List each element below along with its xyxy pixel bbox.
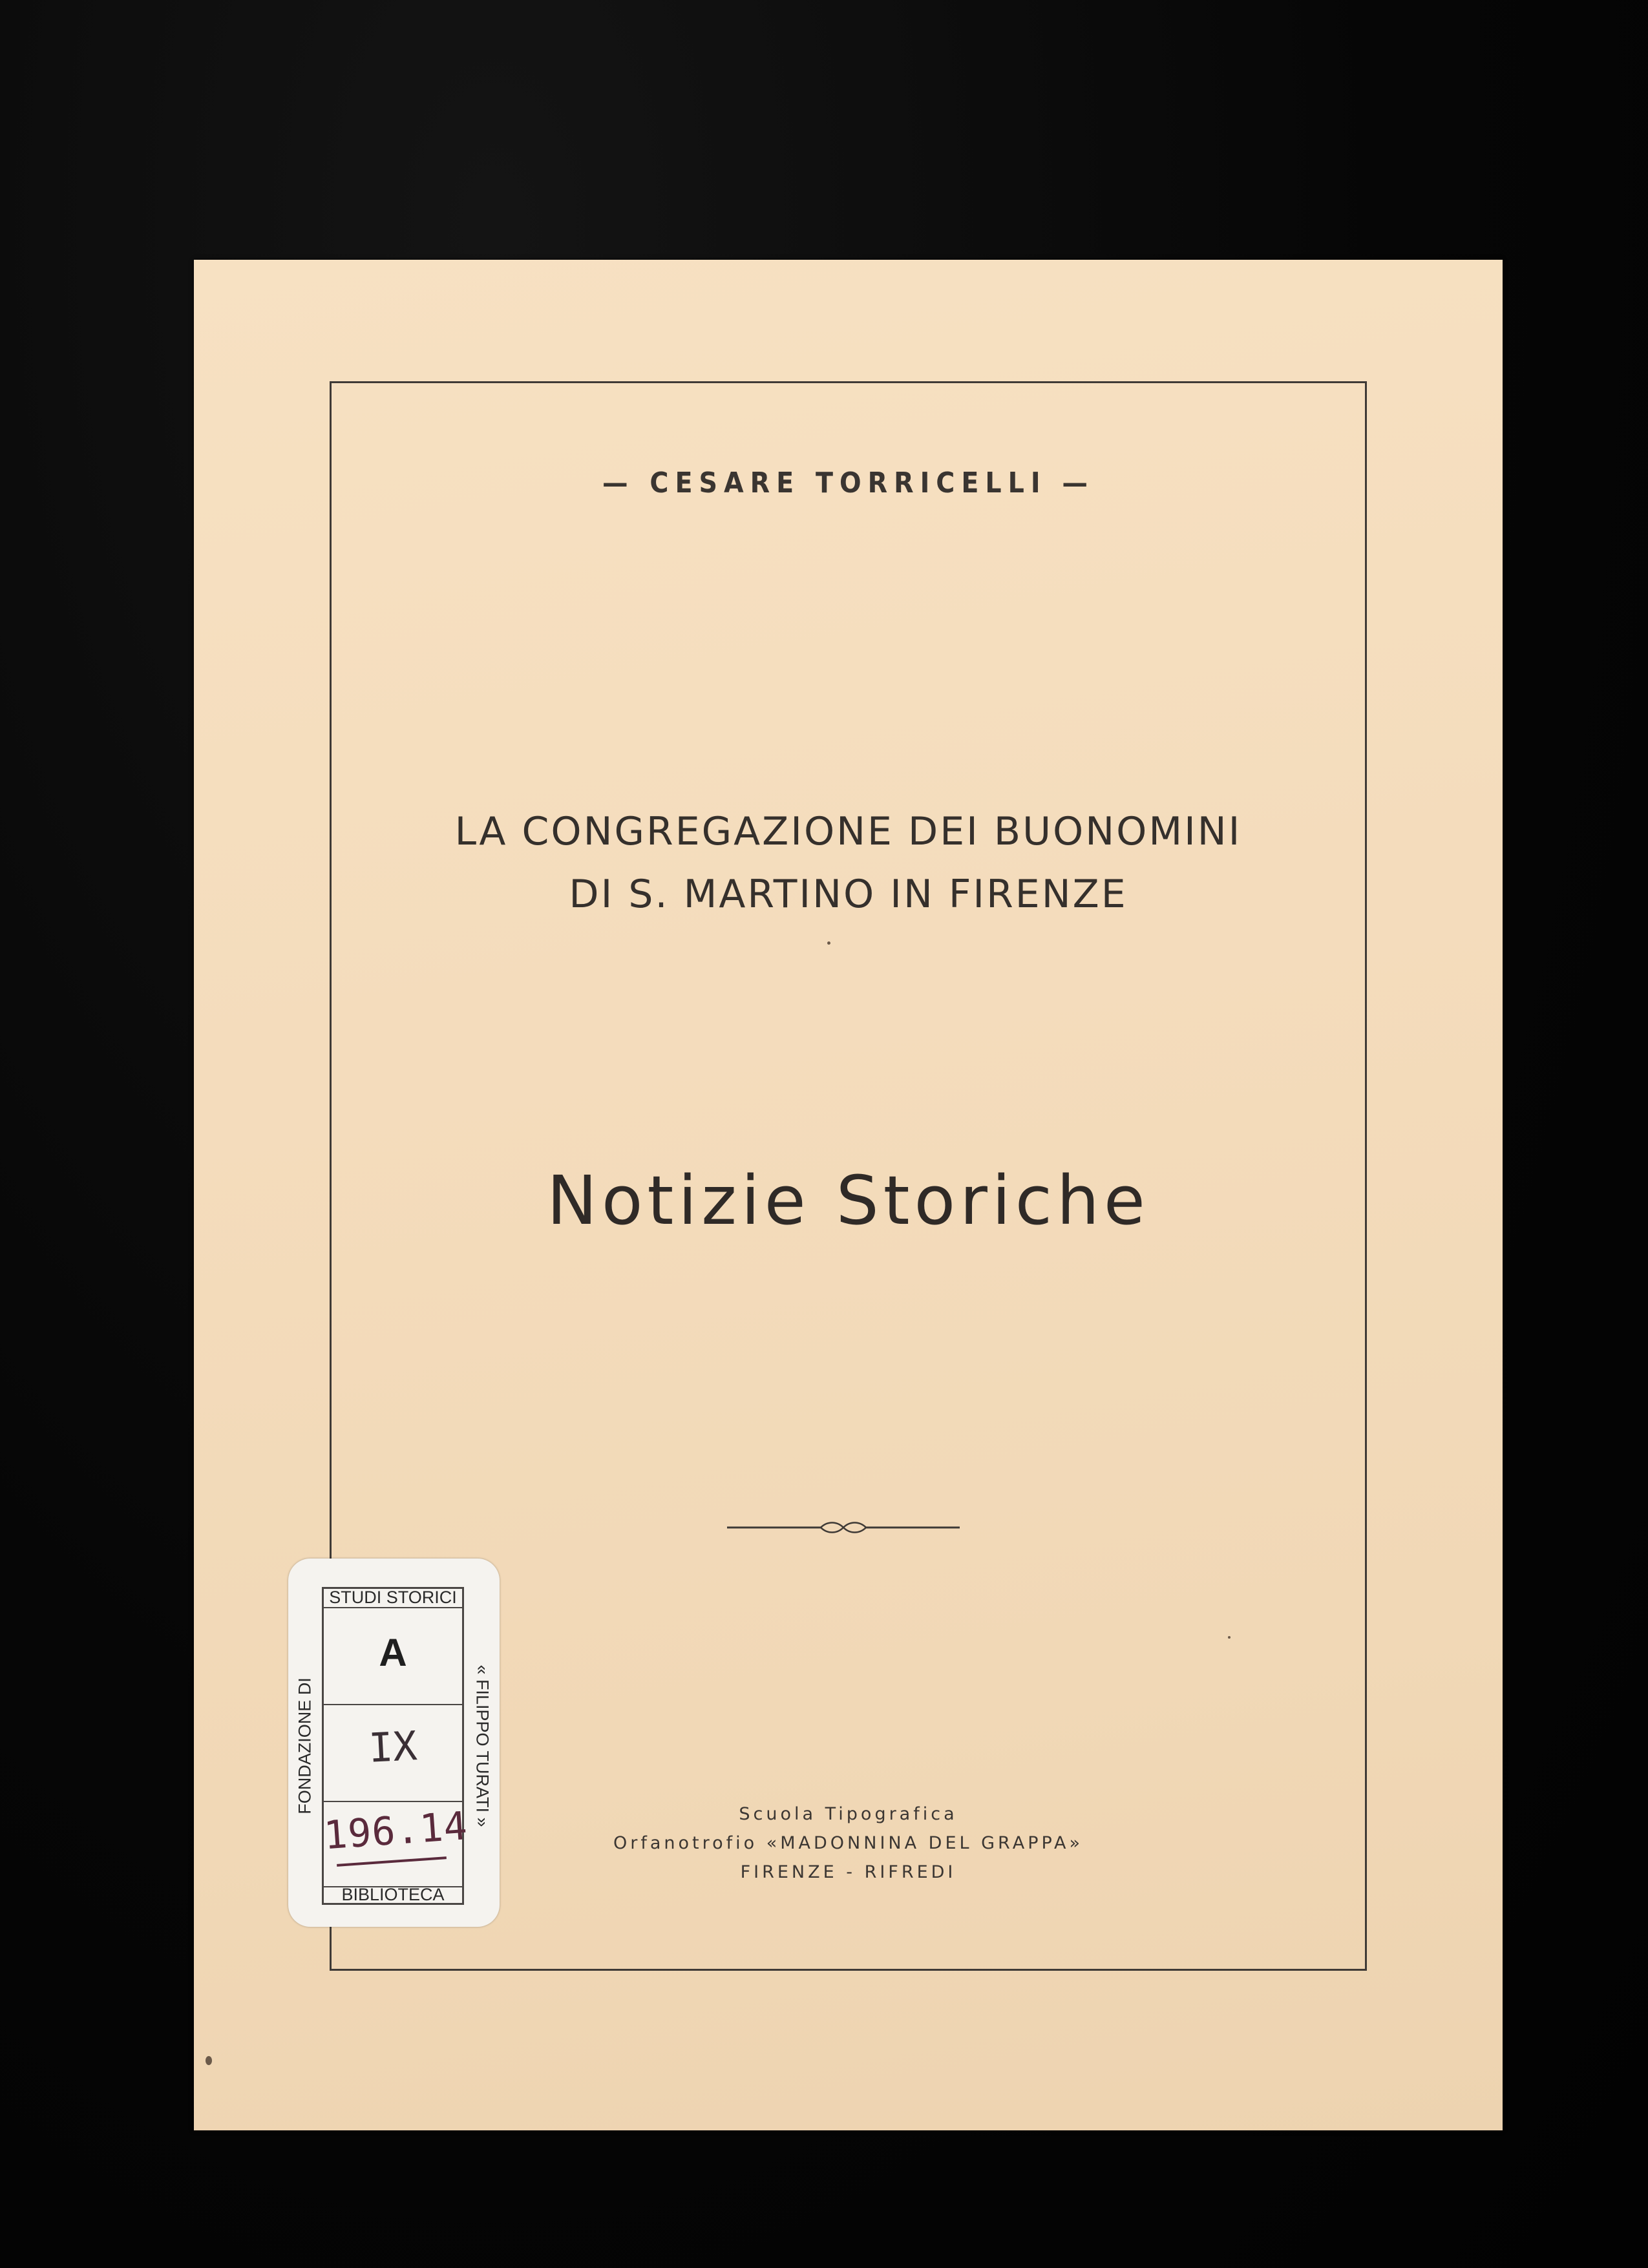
library-shelf-label [288,1559,500,1927]
label-shelf-number: IX [367,1722,419,1772]
printer-line-1: Scuola Tipografica [739,1804,958,1824]
paper-speck [827,941,830,945]
paper-speck [1228,1636,1231,1639]
printer-line-2: Orfanotrofio «MADONNINA DEL GRAPPA» [613,1833,1084,1853]
call-number-underline [337,1856,447,1867]
label-top-text: STUDI STORICI [329,1588,457,1607]
label-divider [324,1704,462,1705]
ornament-divider [727,1518,960,1537]
label-shelf-letter: A [379,1631,407,1674]
label-left-side-text: FONDAZIONE DI [295,1677,315,1814]
label-call-number: 196.14 [322,1803,469,1859]
booklet-cover [194,260,1503,2130]
paper-speck [206,2056,212,2065]
subtitle: Notizie Storiche [547,1161,1150,1240]
label-grid [322,1587,469,1905]
title-line-1: LA CONGREGAZIONE DEI BUONOMINI [454,809,1242,854]
label-bottom-text: BIBLIOTECA [341,1885,445,1904]
author-name: — CESARE TORRICELLI — [602,467,1094,499]
printer-line-3: FIRENZE - RIFREDI [740,1862,956,1882]
label-right-side-text: « FILIPPO TURATI » [472,1664,492,1827]
label-divider [324,1607,462,1608]
title-line-2: DI S. MARTINO IN FIRENZE [569,872,1128,917]
label-divider [324,1801,462,1802]
